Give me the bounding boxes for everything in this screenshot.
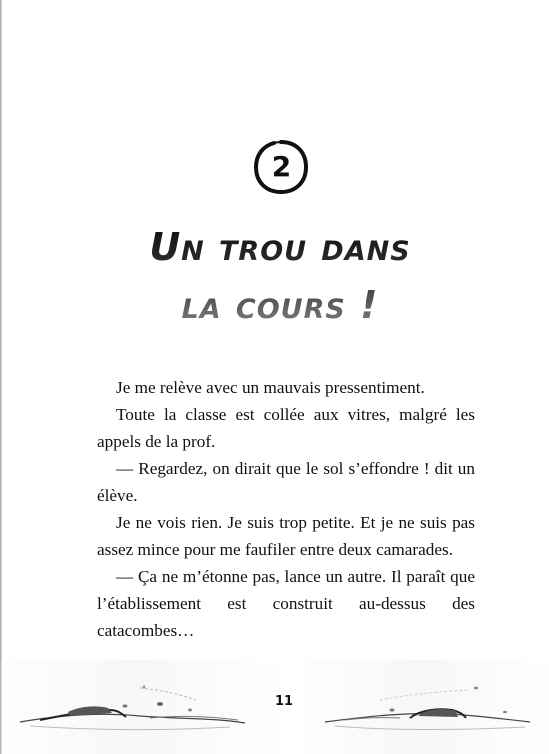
page-number: 11 bbox=[274, 694, 294, 709]
paragraph: — Regardez, on dirait que le sol s’effondre ! dit un élève. bbox=[97, 459, 475, 505]
paragraph: Je ne vois rien. Je suis trop petite. Et je ne suis pas assez mince pour me faufiler entre deux camarades. bbox=[97, 513, 475, 559]
chapter-title-line-2: la cours ! bbox=[181, 283, 379, 327]
chapter-number-badge bbox=[252, 138, 310, 196]
paragraph: Je me relève avec un mauvais pressentiment. bbox=[116, 378, 425, 397]
page-spine-edge bbox=[0, 0, 2, 754]
chapter-title bbox=[100, 218, 460, 334]
chapter-body-text bbox=[97, 374, 475, 644]
paragraph: — Ça ne m’étonne pas, lance un autre. Il paraît que l’établissement est construit au-dessus des catacombes… bbox=[97, 567, 475, 640]
chapter-number: 2 bbox=[271, 150, 291, 183]
chapter-title-line-1: Un trou dans bbox=[149, 225, 411, 269]
paragraph: Toute la classe est collée aux vitres, malgré les appels de la prof. bbox=[97, 405, 475, 451]
